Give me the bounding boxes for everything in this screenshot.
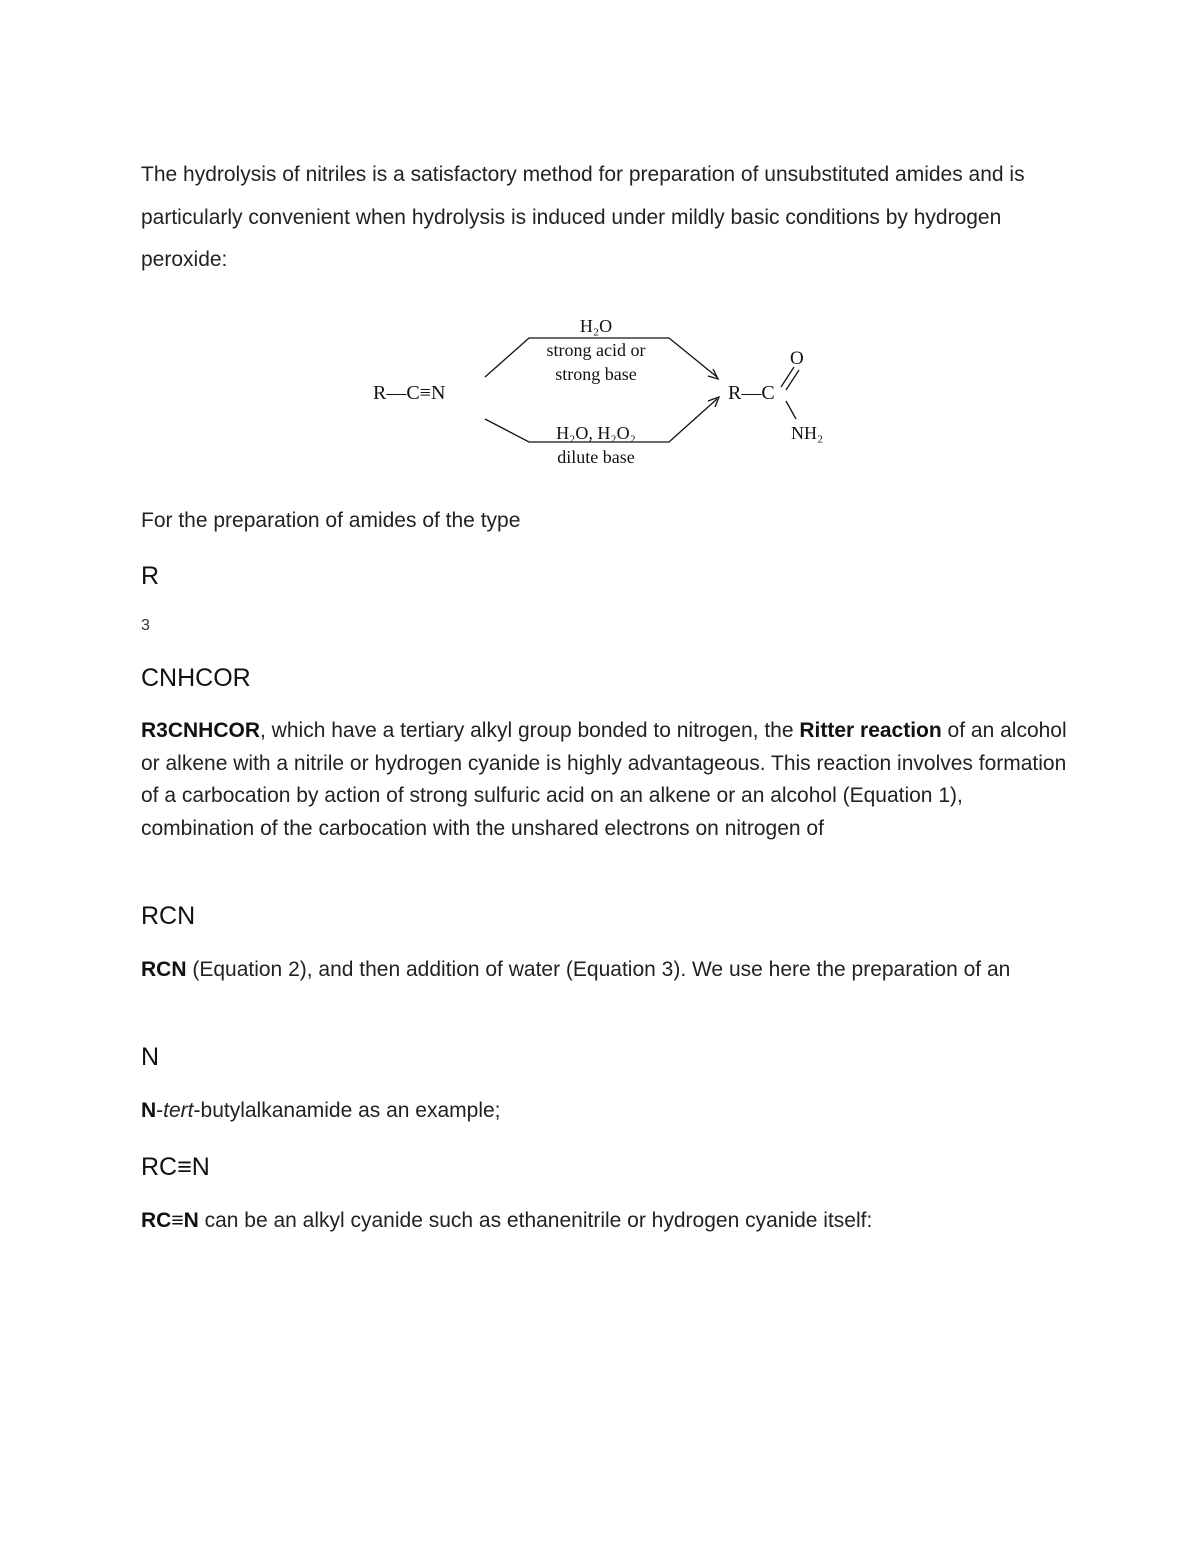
product-oxygen: O [790,348,804,369]
bottom-condition-dilute-base: dilute base [557,447,635,467]
heading-n: N [141,1043,160,1071]
product-r-c: R—C [728,382,775,404]
heading-rc-triple-n: RC≡N [141,1153,210,1181]
formula-r3cnhcor: R3CNHCOR [141,719,261,742]
rc-triple-n-paragraph: RC≡N can be an alkyl cyanide such as ethanenitrile or hydrogen cyanide itself: [141,1209,873,1232]
top-condition-water: H₂O [579,316,613,336]
subscript-three: 3 [141,617,150,634]
formula-rcn: RCN [141,958,187,981]
ritter-reaction-term: Ritter reaction [799,719,942,742]
top-condition-base: strong base [555,364,637,384]
product-double-bond [781,367,799,390]
tert-italic: tert [163,1099,194,1122]
bottom-condition-peroxide: H₂O, H₂O₂ [556,423,636,443]
n-tert-butyl-paragraph: N-tert-butylalkanamide as an example; [141,1099,501,1122]
reactant-nitrile: R—C≡N [373,382,446,404]
intro-paragraph: The hydrolysis of nitriles is a satisfactory method for preparation of unsubstituted amides and is particularly convenient when hydrolysis is induced under mildly basic conditions by hydrogen peroxide: [141,163,1025,271]
heading-cnhcor: CNHCOR [141,664,251,692]
top-condition-acid: strong acid or [546,340,646,360]
rcn-paragraph: RCN (Equation 2), and then addition of water (Equation 3). We use here the preparation of an [141,958,1011,981]
product-single-bond [786,401,796,419]
product-nh2: NH₂ [791,423,824,443]
nitrile-hydrolysis-scheme [365,308,845,478]
formula-rc-triple-n: RC≡N [141,1209,199,1232]
heading-rcn: RCN [141,902,196,930]
formula-n: N [141,1099,157,1122]
heading-r: R [141,562,160,590]
type-lead-paragraph: For the preparation of amides of the type [141,509,521,532]
ritter-paragraph: R3CNHCOR, which have a tertiary alkyl group bonded to nitrogen, the Ritter reaction of an alcohol or alkene with a nitrile or hydrogen cyanide is highly advantageous. This reaction involves formation of a carbocation by action of strong sulfuric acid on an alkene or an alcohol (Equation 1), combination of the carbocation with the unshared electrons on nitrogen of [141,719,1067,840]
